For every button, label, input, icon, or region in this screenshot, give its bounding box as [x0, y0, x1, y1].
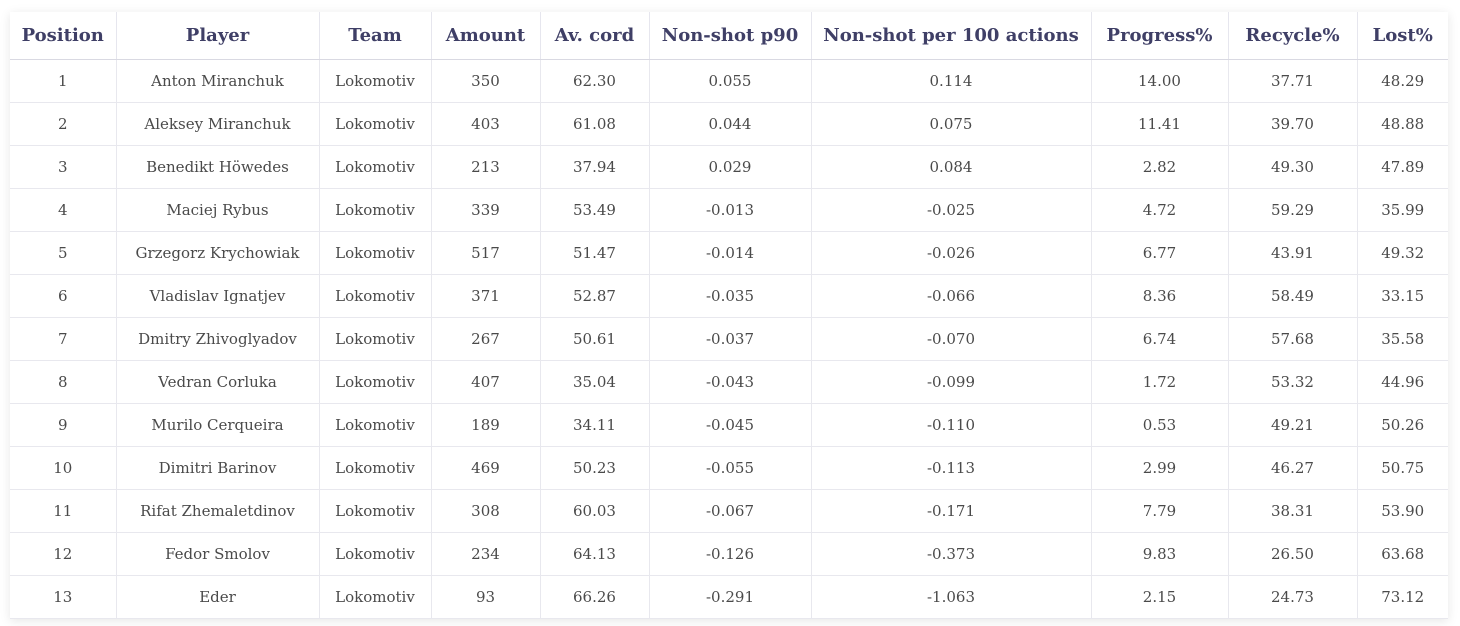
av-cord-cell: 50.61	[540, 318, 649, 361]
lost-cell: 35.99	[1357, 189, 1448, 232]
non-shot-per-100-cell: -0.099	[811, 361, 1091, 404]
amount-cell: 517	[431, 232, 540, 275]
av-cord-cell: 51.47	[540, 232, 649, 275]
player-cell: Vedran Corluka	[116, 361, 319, 404]
lost-cell: 35.58	[1357, 318, 1448, 361]
player-stats-table	[10, 12, 1448, 619]
player-cell: Benedikt Höwedes	[116, 146, 319, 189]
position-cell: 13	[10, 576, 116, 619]
column-header-position[interactable]: Position	[10, 12, 116, 60]
lost-cell: 48.29	[1357, 60, 1448, 103]
table-row	[10, 490, 1448, 533]
table-row	[10, 404, 1448, 447]
position-cell: 11	[10, 490, 116, 533]
position-cell: 5	[10, 232, 116, 275]
recycle-cell: 37.71	[1228, 60, 1357, 103]
non-shot-per-100-cell: 0.084	[811, 146, 1091, 189]
team-cell: Lokomotiv	[319, 146, 431, 189]
team-cell: Lokomotiv	[319, 576, 431, 619]
progress-cell: 9.83	[1091, 533, 1228, 576]
amount-cell: 350	[431, 60, 540, 103]
team-cell: Lokomotiv	[319, 103, 431, 146]
non-shot-p90-cell: 0.055	[649, 60, 811, 103]
non-shot-per-100-cell: 0.075	[811, 103, 1091, 146]
progress-cell: 6.77	[1091, 232, 1228, 275]
team-cell: Lokomotiv	[319, 232, 431, 275]
progress-cell: 8.36	[1091, 275, 1228, 318]
player-cell: Grzegorz Krychowiak	[116, 232, 319, 275]
non-shot-per-100-cell: -1.063	[811, 576, 1091, 619]
amount-cell: 267	[431, 318, 540, 361]
position-cell: 1	[10, 60, 116, 103]
av-cord-cell: 34.11	[540, 404, 649, 447]
lost-cell: 63.68	[1357, 533, 1448, 576]
non-shot-per-100-cell: -0.373	[811, 533, 1091, 576]
non-shot-per-100-cell: -0.171	[811, 490, 1091, 533]
team-cell: Lokomotiv	[319, 189, 431, 232]
non-shot-p90-cell: -0.055	[649, 447, 811, 490]
progress-cell: 2.15	[1091, 576, 1228, 619]
recycle-cell: 39.70	[1228, 103, 1357, 146]
progress-cell: 14.00	[1091, 60, 1228, 103]
player-cell: Rifat Zhemaletdinov	[116, 490, 319, 533]
table-row	[10, 103, 1448, 146]
av-cord-cell: 61.08	[540, 103, 649, 146]
table-row	[10, 189, 1448, 232]
non-shot-p90-cell: -0.043	[649, 361, 811, 404]
position-cell: 12	[10, 533, 116, 576]
column-header-av-cord[interactable]: Av. cord	[540, 12, 649, 60]
recycle-cell: 43.91	[1228, 232, 1357, 275]
column-header-progress[interactable]: Progress%	[1091, 12, 1228, 60]
progress-cell: 7.79	[1091, 490, 1228, 533]
position-cell: 4	[10, 189, 116, 232]
column-header-player[interactable]: Player	[116, 12, 319, 60]
av-cord-cell: 66.26	[540, 576, 649, 619]
recycle-cell: 58.49	[1228, 275, 1357, 318]
recycle-cell: 26.50	[1228, 533, 1357, 576]
progress-cell: 2.82	[1091, 146, 1228, 189]
column-header-lost[interactable]: Lost%	[1357, 12, 1448, 60]
position-cell: 8	[10, 361, 116, 404]
amount-cell: 93	[431, 576, 540, 619]
recycle-cell: 57.68	[1228, 318, 1357, 361]
table-row	[10, 318, 1448, 361]
position-cell: 9	[10, 404, 116, 447]
team-cell: Lokomotiv	[319, 490, 431, 533]
non-shot-p90-cell: -0.291	[649, 576, 811, 619]
player-cell: Fedor Smolov	[116, 533, 319, 576]
non-shot-per-100-cell: -0.070	[811, 318, 1091, 361]
header-row	[10, 12, 1448, 60]
av-cord-cell: 50.23	[540, 447, 649, 490]
non-shot-p90-cell: -0.037	[649, 318, 811, 361]
non-shot-per-100-cell: 0.114	[811, 60, 1091, 103]
amount-cell: 308	[431, 490, 540, 533]
non-shot-per-100-cell: -0.025	[811, 189, 1091, 232]
table-header	[10, 12, 1448, 60]
lost-cell: 50.26	[1357, 404, 1448, 447]
non-shot-p90-cell: -0.014	[649, 232, 811, 275]
player-cell: Dimitri Barinov	[116, 447, 319, 490]
recycle-cell: 38.31	[1228, 490, 1357, 533]
position-cell: 3	[10, 146, 116, 189]
table-row	[10, 533, 1448, 576]
table-row	[10, 232, 1448, 275]
column-header-non-shot-p90[interactable]: Non-shot p90	[649, 12, 811, 60]
amount-cell: 407	[431, 361, 540, 404]
recycle-cell: 59.29	[1228, 189, 1357, 232]
recycle-cell: 53.32	[1228, 361, 1357, 404]
amount-cell: 403	[431, 103, 540, 146]
column-header-team[interactable]: Team	[319, 12, 431, 60]
non-shot-per-100-cell: -0.026	[811, 232, 1091, 275]
team-cell: Lokomotiv	[319, 533, 431, 576]
player-cell: Vladislav Ignatjev	[116, 275, 319, 318]
progress-cell: 6.74	[1091, 318, 1228, 361]
av-cord-cell: 60.03	[540, 490, 649, 533]
column-header-recycle[interactable]: Recycle%	[1228, 12, 1357, 60]
player-cell: Murilo Cerqueira	[116, 404, 319, 447]
non-shot-p90-cell: -0.045	[649, 404, 811, 447]
non-shot-p90-cell: -0.067	[649, 490, 811, 533]
recycle-cell: 49.30	[1228, 146, 1357, 189]
progress-cell: 2.99	[1091, 447, 1228, 490]
recycle-cell: 24.73	[1228, 576, 1357, 619]
lost-cell: 49.32	[1357, 232, 1448, 275]
av-cord-cell: 35.04	[540, 361, 649, 404]
column-header-non-shot-per-100[interactable]: Non-shot per 100 actions	[811, 12, 1091, 60]
team-cell: Lokomotiv	[319, 361, 431, 404]
av-cord-cell: 62.30	[540, 60, 649, 103]
team-cell: Lokomotiv	[319, 404, 431, 447]
non-shot-per-100-cell: -0.113	[811, 447, 1091, 490]
progress-cell: 1.72	[1091, 361, 1228, 404]
team-cell: Lokomotiv	[319, 275, 431, 318]
recycle-cell: 46.27	[1228, 447, 1357, 490]
team-cell: Lokomotiv	[319, 60, 431, 103]
lost-cell: 47.89	[1357, 146, 1448, 189]
position-cell: 10	[10, 447, 116, 490]
lost-cell: 44.96	[1357, 361, 1448, 404]
av-cord-cell: 53.49	[540, 189, 649, 232]
position-cell: 7	[10, 318, 116, 361]
av-cord-cell: 37.94	[540, 146, 649, 189]
table-body	[10, 60, 1448, 619]
column-header-amount[interactable]: Amount	[431, 12, 540, 60]
lost-cell: 53.90	[1357, 490, 1448, 533]
table-row	[10, 275, 1448, 318]
amount-cell: 371	[431, 275, 540, 318]
lost-cell: 48.88	[1357, 103, 1448, 146]
table-row	[10, 146, 1448, 189]
lost-cell: 50.75	[1357, 447, 1448, 490]
non-shot-p90-cell: 0.044	[649, 103, 811, 146]
team-cell: Lokomotiv	[319, 447, 431, 490]
lost-cell: 33.15	[1357, 275, 1448, 318]
progress-cell: 4.72	[1091, 189, 1228, 232]
non-shot-per-100-cell: -0.066	[811, 275, 1091, 318]
position-cell: 2	[10, 103, 116, 146]
non-shot-p90-cell: -0.013	[649, 189, 811, 232]
player-cell: Maciej Rybus	[116, 189, 319, 232]
lost-cell: 73.12	[1357, 576, 1448, 619]
non-shot-per-100-cell: -0.110	[811, 404, 1091, 447]
table-row	[10, 60, 1448, 103]
progress-cell: 11.41	[1091, 103, 1228, 146]
av-cord-cell: 52.87	[540, 275, 649, 318]
amount-cell: 234	[431, 533, 540, 576]
progress-cell: 0.53	[1091, 404, 1228, 447]
team-cell: Lokomotiv	[319, 318, 431, 361]
non-shot-p90-cell: 0.029	[649, 146, 811, 189]
av-cord-cell: 64.13	[540, 533, 649, 576]
table-row	[10, 576, 1448, 619]
table-row	[10, 447, 1448, 490]
player-cell: Dmitry Zhivoglyadov	[116, 318, 319, 361]
player-cell: Anton Miranchuk	[116, 60, 319, 103]
player-cell: Aleksey Miranchuk	[116, 103, 319, 146]
table-row	[10, 361, 1448, 404]
amount-cell: 189	[431, 404, 540, 447]
recycle-cell: 49.21	[1228, 404, 1357, 447]
stats-table-container	[10, 12, 1448, 619]
non-shot-p90-cell: -0.126	[649, 533, 811, 576]
amount-cell: 469	[431, 447, 540, 490]
non-shot-p90-cell: -0.035	[649, 275, 811, 318]
amount-cell: 339	[431, 189, 540, 232]
position-cell: 6	[10, 275, 116, 318]
player-cell: Eder	[116, 576, 319, 619]
amount-cell: 213	[431, 146, 540, 189]
